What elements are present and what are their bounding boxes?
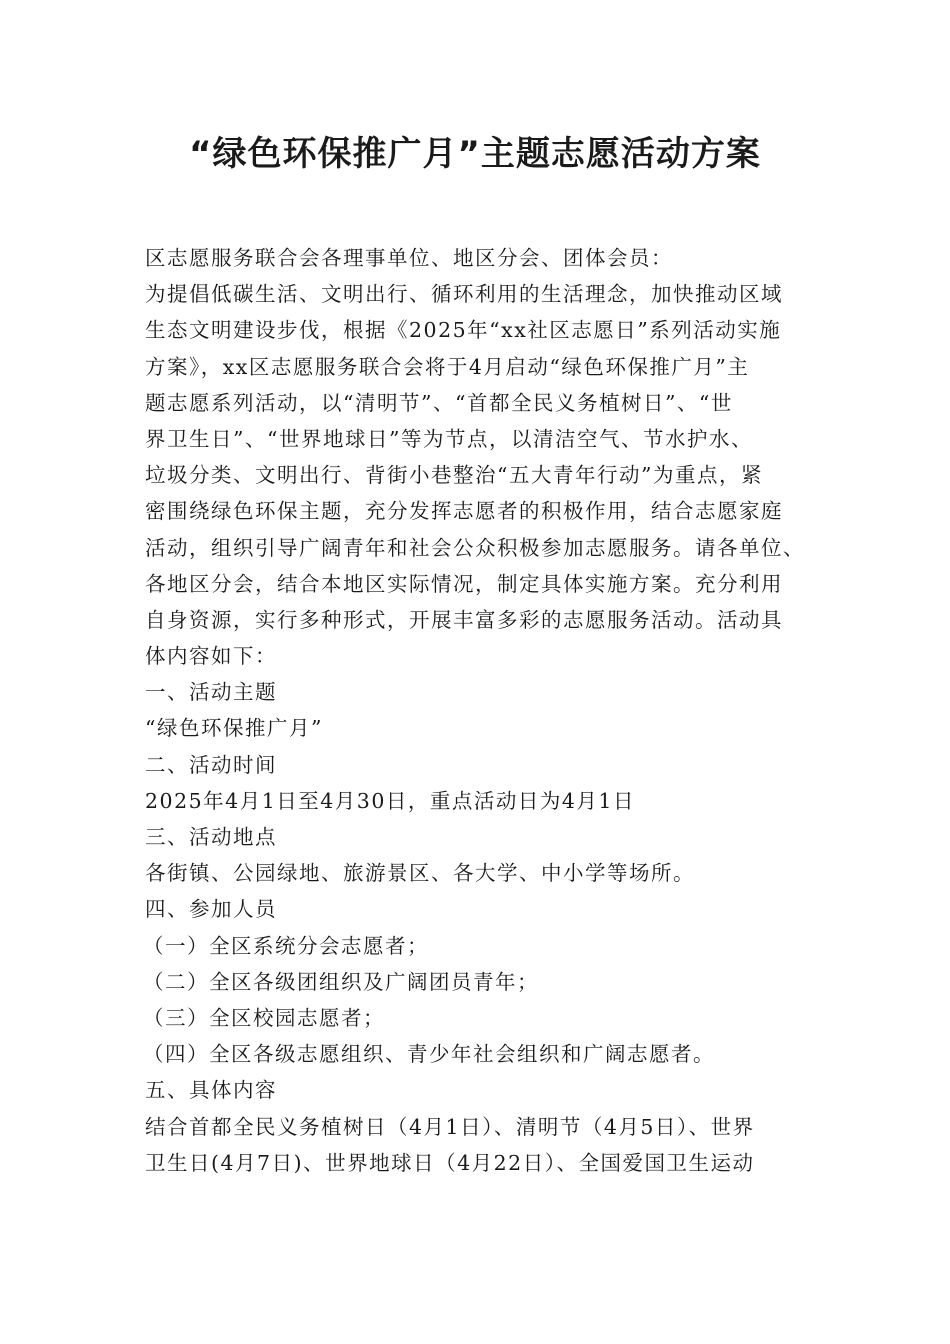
paragraph-line: 方案》，xx区志愿服务联合会将于4月启动“绿色环保推广月”主 (145, 354, 750, 379)
salutation-line: 区志愿服务联合会各理事单位、地区分会、团体会员： (145, 246, 673, 270)
content-line: 结合首都全民义务植树日（4月1日）、清明节（4月5日）、世界 (145, 1114, 755, 1139)
section-heading-participants: 四、参加人员 (145, 897, 277, 922)
paragraph-line: 界卫生日”、“世界地球日”等为节点，以清洁空气、节水护水、 (145, 426, 753, 451)
document-title: “绿色环保推广月”主题志愿活动方案 (189, 134, 761, 174)
section-heading-content: 五、具体内容 (145, 1078, 277, 1103)
theme-text: “绿色环保推广月” (145, 716, 323, 741)
paragraph-line: 生态文明建设步伐，根据《2025年“xx社区志愿日”系列活动实施 (145, 318, 782, 343)
participant-item: （一）全区系统分会志愿者； (143, 933, 429, 958)
location-text: 各街镇、公园绿地、旅游景区、各大学、中小学等场所。 (145, 861, 695, 886)
paragraph-line: 体内容如下： (145, 644, 277, 669)
section-heading-location: 三、活动地点 (145, 825, 277, 849)
section-heading-time: 二、活动时间 (145, 752, 277, 777)
participant-item: （二）全区各级团组织及广阔团员青年； (143, 969, 539, 994)
paragraph-line: 为提倡低碳生活、文明出行、循环利用的生活理念，加快推动区域 (145, 282, 783, 307)
paragraph-line: 密围绕绿色环保主题，充分发挥志愿者的积极作用，结合志愿家庭 (145, 499, 783, 524)
paragraph-line: 垃圾分类、文明出行、背街小巷整治“五大青年行动”为重点，紧 (145, 463, 763, 488)
document-body (145, 240, 845, 1181)
participant-item: （四）全区各级志愿组织、青少年社会组织和广阔志愿者。 (143, 1042, 715, 1067)
time-text: 2025年4月1日至4月30日，重点活动日为4月1日 (145, 788, 635, 813)
content-line: 卫生日(4月7日)、世界地球日（4月22日）、全国爱国卫生运动 (145, 1150, 755, 1175)
section-heading-theme: 一、活动主题 (145, 680, 277, 705)
paragraph-line: 题志愿系列活动，以“清明节”、“首都全民义务植树日”、“世 (145, 390, 733, 415)
paragraph-line: 自身资源，实行多种形式，开展丰富多彩的志愿服务活动。活动具 (145, 607, 783, 632)
paragraph-line: 各地区分会，结合本地区实际情况，制定具体实施方案。充分利用 (145, 571, 783, 596)
paragraph-line: 活动，组织引导广阔青年和社会公众积极参加志愿服务。请各单位、 (145, 535, 805, 560)
participant-item: （三）全区校园志愿者； (143, 1005, 385, 1030)
